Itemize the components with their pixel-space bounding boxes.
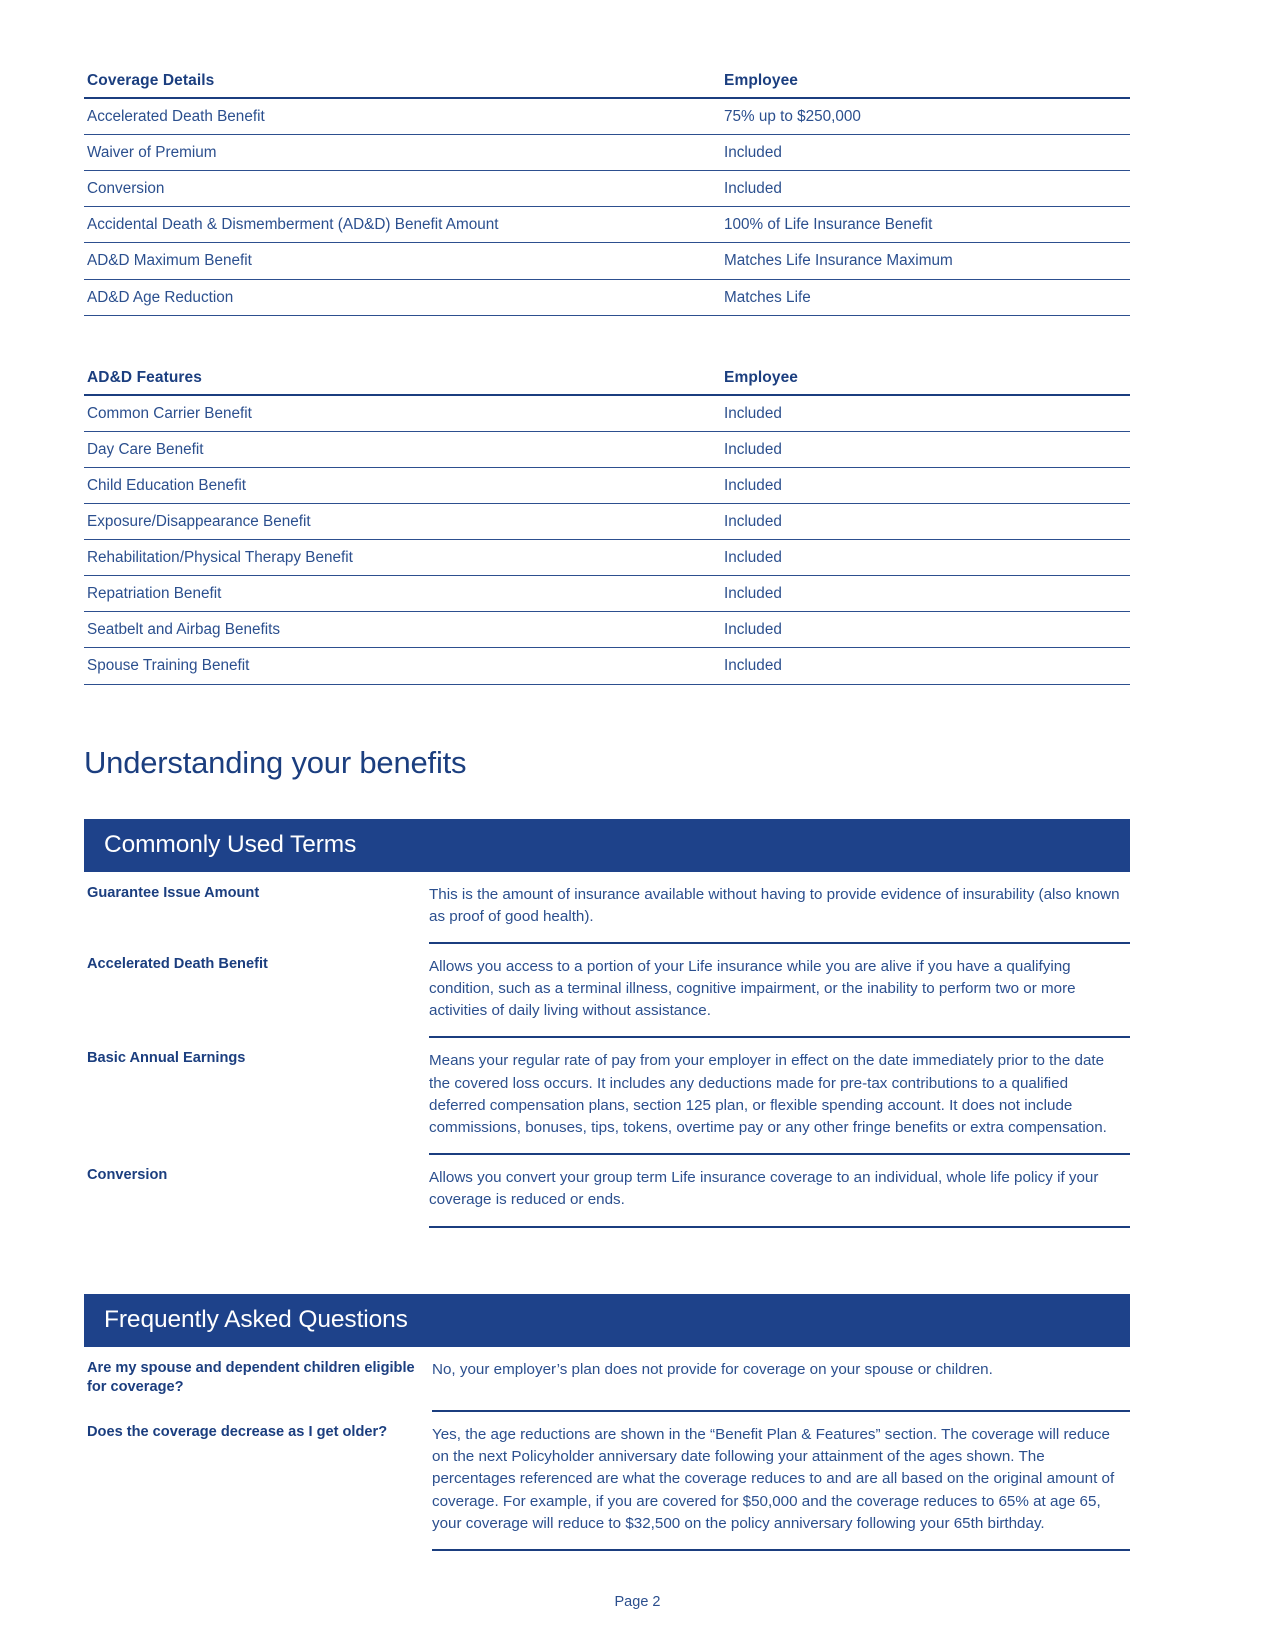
table-row [84,243,1130,279]
table-row [84,467,1130,503]
row-label: Accidental Death & Dismemberment (AD&D) Benefit Amount [84,207,721,243]
row-value: Included [721,135,1130,171]
page-footer: Page 2 [614,1594,661,1610]
row-value: 100% of Life Insurance Benefit [721,207,1130,243]
column-header-employee: Employee [721,369,1130,395]
commonly-used-terms-table [84,872,1130,1228]
row-label: Common Carrier Benefit [84,395,721,432]
row-value: Included [721,576,1130,612]
table-row [84,503,1130,539]
table-row [84,431,1130,467]
row-value: Included [721,540,1130,576]
table-row [84,171,1130,207]
table-header-row [84,72,1130,98]
commonly-used-terms-banner: Commonly Used Terms [84,819,1130,872]
table-row [84,98,1130,135]
section-spacer [84,685,1130,745]
row-value: Included [721,171,1130,207]
table-row [84,207,1130,243]
row-value: Included [721,395,1130,432]
section-spacer [84,1228,1130,1294]
faq-answer: Yes, the age reductions are shown in the “Benefit Plan & Features” section. The coverage will reduce on the next Policyholder anniversary date following your attainment of the ages shown. The percentages referenced are what the coverage reduces to and are all based on the original amount of coverage. For example, if you are covered for $50,000 and the coverage reduces to 65% at age 65, your coverage will reduce to $32,500 on the policy anniversary following your 65th birthday. [432,1411,1130,1550]
definition-text: Allows you access to a portion of your Life insurance while you are alive if you have a qualifying condition, such as a terminal illness, cognitive impairment, or the inability to perform two or more activities of daily living without assistance. [429,943,1130,1038]
row-value: Included [721,467,1130,503]
column-header-coverage-details: Coverage Details [84,72,721,98]
faq-row [84,1411,1130,1550]
page-content [84,0,1130,1551]
row-label: Repatriation Benefit [84,576,721,612]
row-label: Spouse Training Benefit [84,648,721,684]
definition-term: Accelerated Death Benefit [87,955,268,972]
faq-row [84,1347,1130,1412]
row-label: Rehabilitation/Physical Therapy Benefit [84,540,721,576]
column-header-employee: Employee [721,72,1130,98]
table-row [84,612,1130,648]
table-row [84,279,1130,315]
definition-term: Basic Annual Earnings [87,1050,246,1067]
row-value: Included [721,431,1130,467]
faq-question: Are my spouse and dependent children eligible for coverage? [87,1359,415,1395]
table-spacer [84,316,1130,369]
definition-row [84,943,1130,1038]
definition-row [84,872,1130,943]
coverage-details-table [84,72,1130,316]
column-header-add-features: AD&D Features [84,369,721,395]
row-value: Included [721,648,1130,684]
faq-answer: No, your employer’s plan does not provide for coverage on your spouse or children. [432,1347,1130,1412]
row-label: Day Care Benefit [84,431,721,467]
row-value: Matches Life Insurance Maximum [721,243,1130,279]
faq-question: Does the coverage decrease as I get older? [87,1424,388,1441]
row-label: Child Education Benefit [84,467,721,503]
row-value: Included [721,612,1130,648]
table-header-row [84,369,1130,395]
table-row [84,135,1130,171]
row-value: Included [721,503,1130,539]
faq-table [84,1347,1130,1551]
row-value: Matches Life [721,279,1130,315]
definition-row [84,1037,1130,1154]
table-row [84,648,1130,684]
row-label: Accelerated Death Benefit [84,98,721,135]
definition-term: Conversion [87,1167,168,1184]
definition-text: Means your regular rate of pay from your employer in effect on the date immediately prior to the date the covered loss occurs. It includes any deductions made for pre-tax contributions to a qualified deferred compensation plans, section 125 plan, or flexible spending account. It does not include commissions, bonuses, tips, tokens, overtime pay or any other fringe benefits or extra compensation. [429,1037,1130,1154]
definition-text: Allows you convert your group term Life insurance coverage to an individual, whole life policy if your coverage is reduced or ends. [429,1154,1130,1226]
definition-text: This is the amount of insurance available without having to provide evidence of insurability (also known as proof of good health). [429,872,1130,943]
table-row [84,540,1130,576]
table-row [84,395,1130,432]
row-label: Seatbelt and Airbag Benefits [84,612,721,648]
row-label: Exposure/Disappearance Benefit [84,503,721,539]
page-title: Understanding your benefits [84,744,467,780]
row-label: Conversion [84,171,721,207]
faq-banner: Frequently Asked Questions [84,1294,1130,1347]
definition-term: Guarantee Issue Amount [87,884,260,901]
add-features-table [84,369,1130,685]
row-label: AD&D Maximum Benefit [84,243,721,279]
row-label: Waiver of Premium [84,135,721,171]
row-value: 75% up to $250,000 [721,98,1130,135]
row-label: AD&D Age Reduction [84,279,721,315]
definition-row [84,1154,1130,1226]
table-row [84,576,1130,612]
heading-spacer [84,781,1130,819]
